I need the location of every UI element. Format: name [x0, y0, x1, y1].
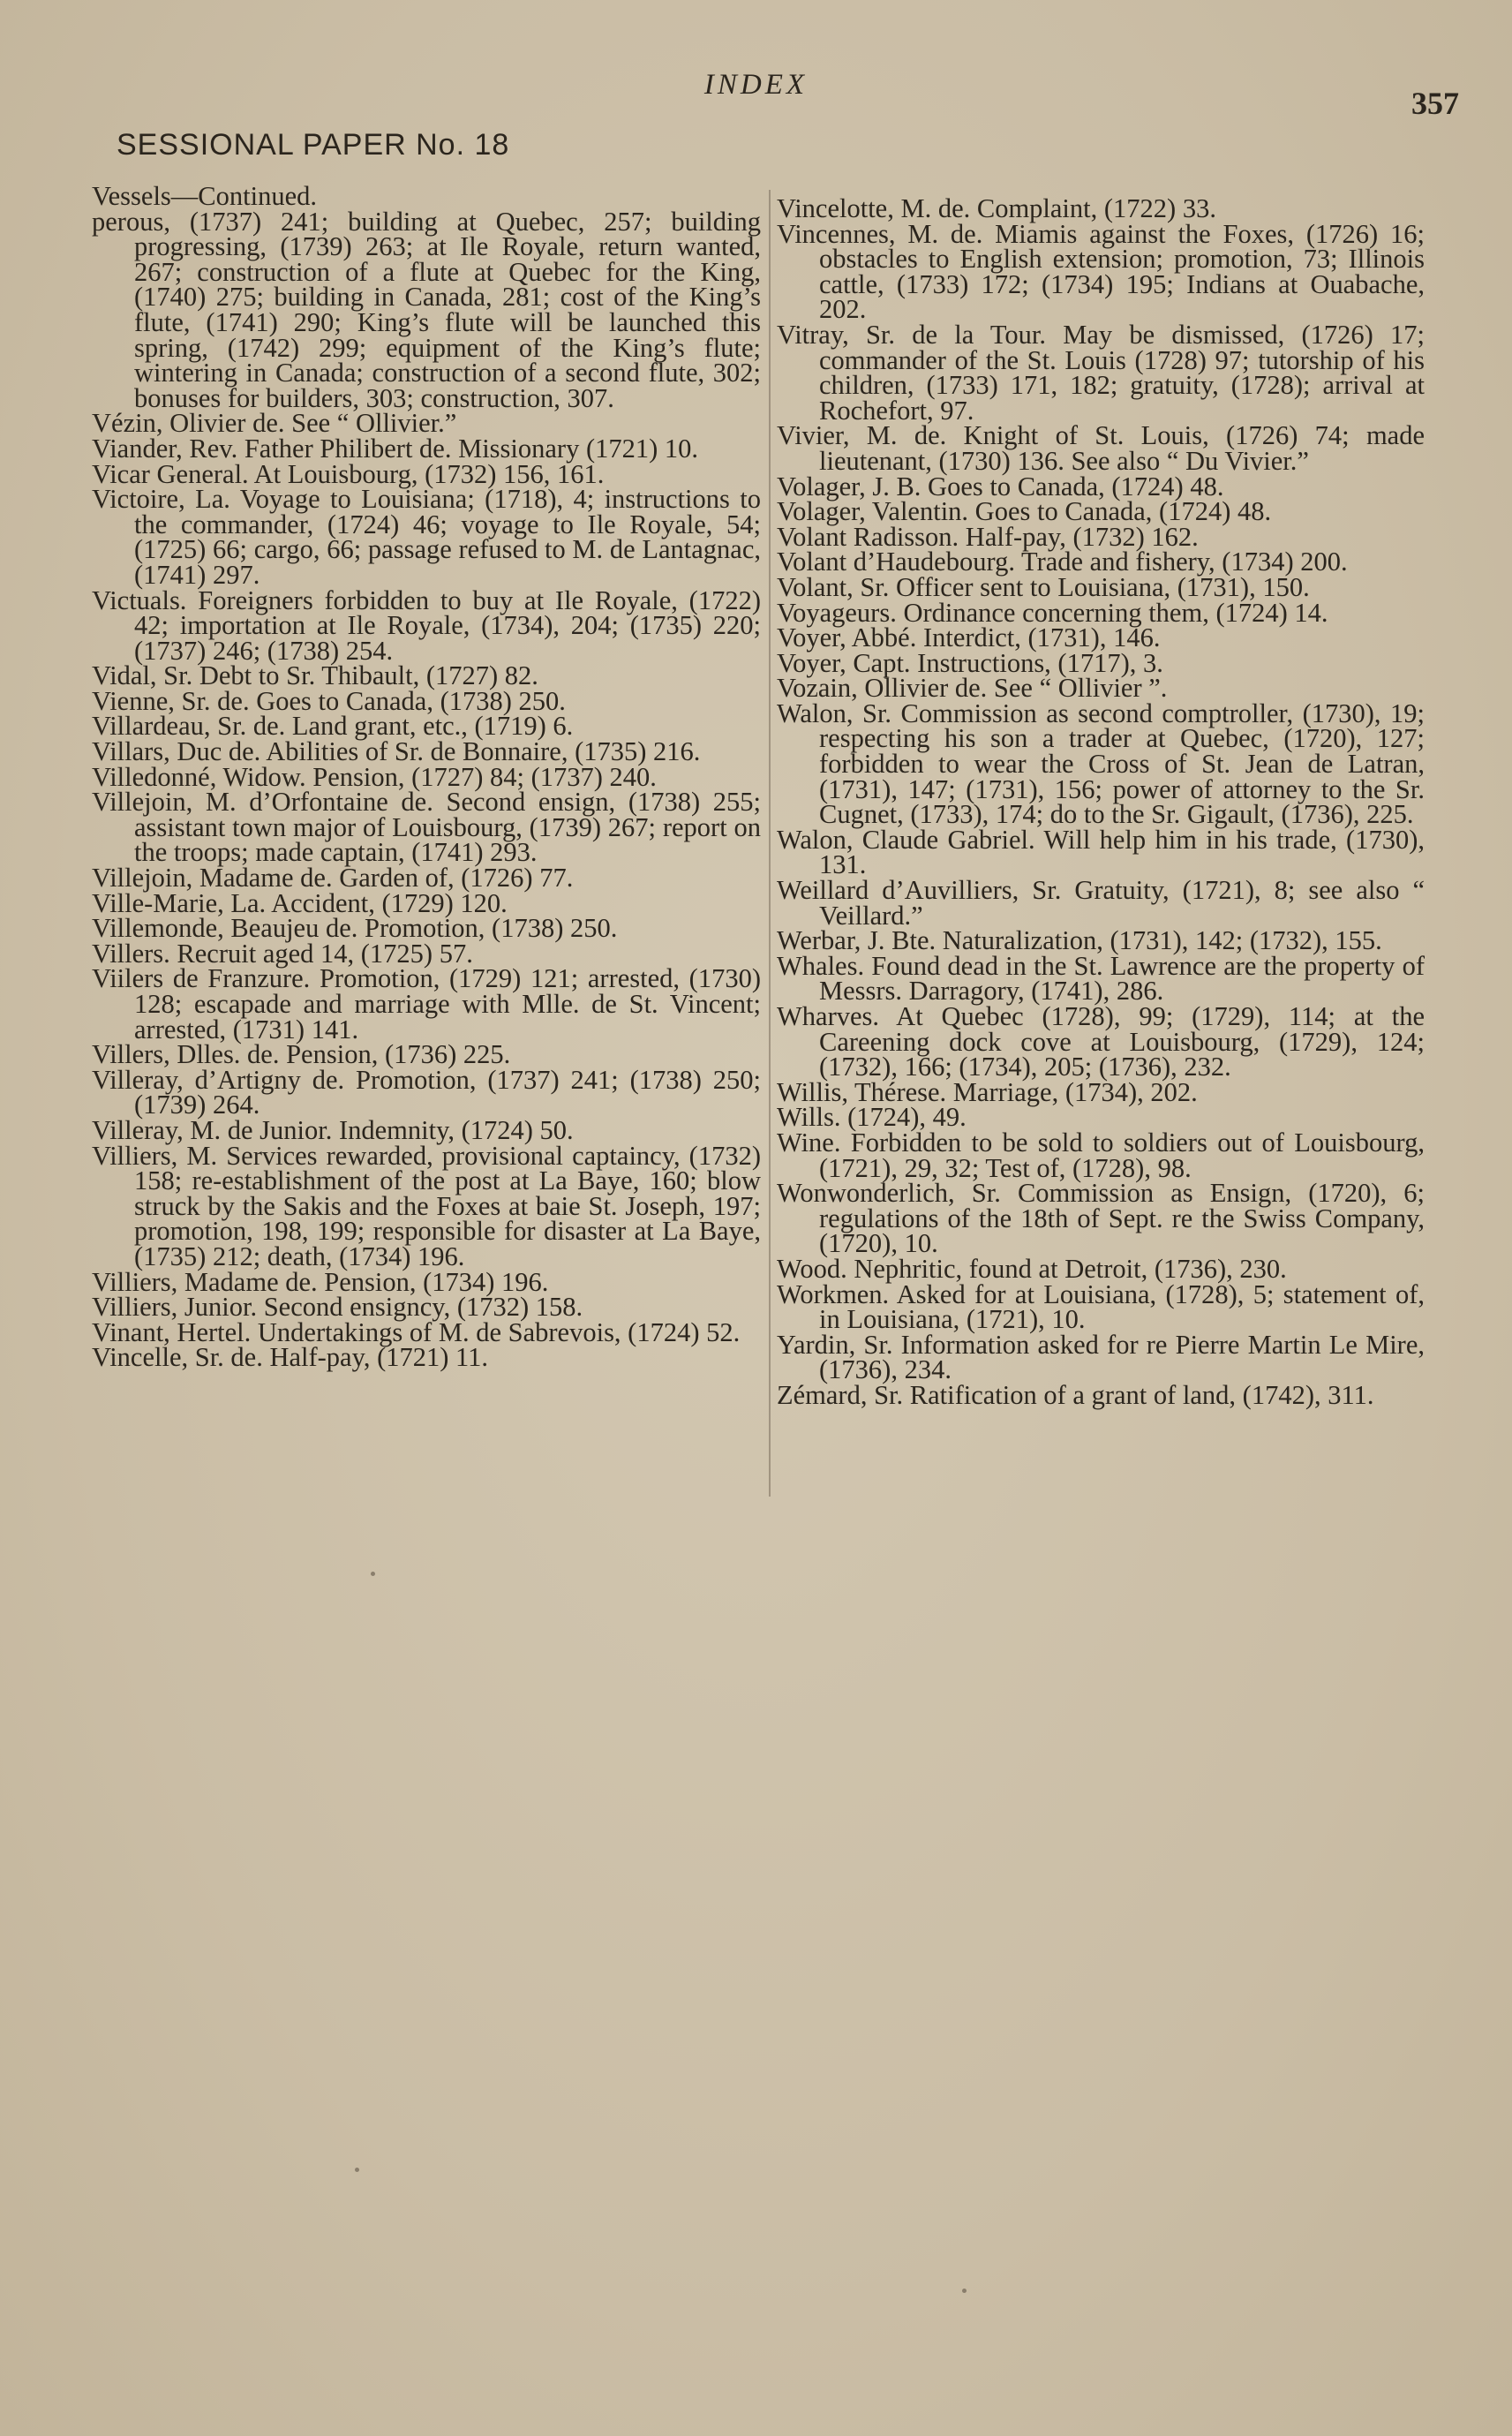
index-entry: Zémard, Sr. Ratification of a grant of land, (1742), 311. [777, 1379, 1374, 1410]
index-entry: Vézin, Olivier de. See “ Ollivier.” [92, 408, 457, 439]
index-entry: Wood. Nephritic, found at Detroit, (1736), 230. [777, 1253, 1287, 1284]
running-head: INDEX [703, 69, 809, 101]
index-entry: Victuals. Foreigners forbidden to buy at Ile Royale, (1722) 42; importation at Ile Royale, (1734), 204; (1735) 220; (1737) 246; (1738) 254. [92, 584, 761, 666]
index-entry: Wonwonderlich, Sr. Commission as Ensign, (1720), 6; regulations of the 18th of Sept. re the Swiss Company, (1720), 10. [777, 1178, 1425, 1259]
index-entry: Ville-Marie, La. Accident, (1729) 120. [92, 887, 508, 918]
index-entry: Vessels—Continued. [92, 181, 318, 211]
index-entry: perous, (1737) 241; building at Quebec, 257; building progressing, (1739) 263; at Ile Royale, return wanted, 267; construction of a flute at Quebec for the King, (1740) 275; building in Canada, 281; cost of the King’s flute, (1741) 290; King’s flute will be launched this spring, (1742) 299; equipment of the King’s flute; wintering in Canada; construction of a second flute, 302; bonuses for builders, 303; construction, 307. [92, 206, 761, 413]
page-speck [962, 2289, 967, 2293]
index-entry: Volant, Sr. Officer sent to Louisiana, (1731), 150. [777, 571, 1310, 602]
index-entry: Walon, Sr. Commission as second comptroller, (1730), 19; respecting his son a trader at Quebec, (1720), 127; forbidden to wear the Cross of St. Jean de Latran, (1731), 147; (1731), 156; power of attorney to the Sr. Cugnet, (1733), 174; do to the Sr. Gigault, (1736), 225. [777, 698, 1425, 830]
index-entry: Villedonné, Widow. Pension, (1727) 84; (1737) 240. [92, 761, 657, 792]
index-entry: Wills. (1724), 49. [777, 1102, 967, 1133]
index-entry: Volager, J. B. Goes to Canada, (1724) 48. [777, 471, 1224, 502]
index-entry: Villeray, d’Artigny de. Promotion, (1737) 241; (1738) 250; (1739) 264. [92, 1064, 761, 1120]
index-entry: Voyageurs. Ordinance concerning them, (1724) 14. [777, 597, 1328, 628]
right-column [777, 193, 1425, 1410]
index-entry: Werbar, J. Bte. Naturalization, (1731), 142; (1732), 155. [777, 925, 1382, 956]
index-entry: Villejoin, Madame de. Garden of, (1726) 77. [92, 863, 574, 894]
left-column [92, 181, 761, 1373]
index-entry: Vincelle, Sr. de. Half-pay, (1721) 11. [92, 1342, 489, 1373]
index-entry: Whales. Found dead in the St. Lawrence are the property of Messrs. Darragory, (1741), 286. [777, 950, 1425, 1007]
index-entry: Villejoin, M. d’Orfontaine de. Second ensign, (1738) 255; assistant town major of Louisbourg, (1739) 267; report on the troops; made captain, (1741) 293. [92, 787, 761, 868]
page-speck [355, 2168, 359, 2172]
index-entry: Viander, Rev. Father Philibert de. Missionary (1721) 10. [92, 433, 699, 464]
page-number: 357 [1411, 86, 1459, 121]
index-entry: Volant d’Haudebourg. Trade and fishery, (1734) 200. [777, 547, 1348, 577]
index-entry: Villeray, M. de Junior. Indemnity, (1724) 50. [92, 1114, 574, 1145]
index-entry: Walon, Claude Gabriel. Will help him in his trade, (1730), 131. [777, 824, 1425, 880]
index-entry: Vozain, Ollivier de. See “ Ollivier ”. [777, 673, 1168, 704]
index-entry: Wine. Forbidden to be sold to soldiers out of Louisbourg, (1721), 29, 32; Test of, (1728), 98. [777, 1127, 1425, 1183]
index-entry: Volant Radisson. Half-pay, (1732) 162. [777, 521, 1199, 552]
index-entry: Weillard d’Auvilliers, Sr. Gratuity, (1721), 8; see also “ Veillard.” [777, 875, 1425, 931]
column-rule [769, 190, 771, 1497]
index-entry: Willis, Thérese. Marriage, (1734), 202. [777, 1076, 1198, 1107]
index-entry: Vitray, Sr. de la Tour. May be dismissed, (1726) 17; commander of the St. Louis (1728) 97; tutorship of his children, (1733) 171, 182; gratuity, (1728); arrival at Rochefort, 97. [777, 319, 1425, 426]
index-entry: Viilers de Franzure. Promotion, (1729) 121; arrested, (1730) 128; escapade and marriage with Mlle. de St. Vincent; arrested, (1731) 141. [92, 963, 761, 1045]
index-entry: Vincelotte, M. de. Complaint, (1722) 33. [777, 193, 1216, 223]
index-entry: Vidal, Sr. Debt to Sr. Thibault, (1727) 82. [92, 660, 538, 691]
index-entry: Villars, Duc de. Abilities of Sr. de Bonnaire, (1735) 216. [92, 736, 701, 767]
index-entry: Vicar General. At Louisbourg, (1732) 156, 161. [92, 458, 605, 489]
index-entry: Villiers, M. Services rewarded, provisional captaincy, (1732) 158; re-establishment of the post at La Baye, 160; blow struck by the Sakis and the Foxes at baie St. Joseph, 197; promotion, 198, 199; responsible for disaster at La Baye, (1735) 212; death, (1734) 196. [92, 1140, 761, 1271]
index-entry: Victoire, La. Voyage to Louisiana; (1718), 4; instructions to the commander, (1724) 46; voyage to Ile Royale, 54; (1725) 66; cargo, 66; passage refused to M. de Lantagnac, (1741) 297. [92, 484, 761, 590]
index-entry: Wharves. At Quebec (1728), 99; (1729), 114; at the Careening dock cove at Louisbourg, (1729), 124; (1732), 166; (1734), 205; (1736), 232. [777, 1001, 1425, 1082]
index-entry: Voyer, Capt. Instructions, (1717), 3. [777, 647, 1163, 678]
index-entry: Villemonde, Beaujeu de. Promotion, (1738) 250. [92, 913, 618, 944]
index-entry: Villardeau, Sr. de. Land grant, etc., (1719) 6. [92, 711, 574, 742]
index-entry: Vivier, M. de. Knight of St. Louis, (1726) 74; made lieutenant, (1730) 136. See also “ Du Vivier.” [777, 420, 1425, 476]
index-entry: Yardin, Sr. Information asked for re Pierre Martin Le Mire, (1736), 234. [777, 1329, 1425, 1385]
index-entry: Vinant, Hertel. Undertakings of M. de Sabrevois, (1724) 52. [92, 1316, 741, 1347]
index-entry: Vincennes, M. de. Miamis against the Foxes, (1726) 16; obstacles to English extension; promotion, 73; Illinois cattle, (1733) 172; (1734) 195; Indians at Ouabache, 202. [777, 218, 1425, 325]
index-entry: Vienne, Sr. de. Goes to Canada, (1738) 250. [92, 685, 566, 716]
index-entry: Voyer, Abbé. Interdict, (1731), 146. [777, 622, 1161, 653]
index-entry: Workmen. Asked for at Louisiana, (1728), 5; statement of, in Louisiana, (1721), 10. [777, 1278, 1425, 1335]
index-entry: Villiers, Madame de. Pension, (1734) 196. [92, 1266, 549, 1297]
index-entry: Villers. Recruit aged 14, (1725) 57. [92, 938, 473, 969]
index-entry: Volager, Valentin. Goes to Canada, (1724) 48. [777, 496, 1272, 527]
sessional-paper-heading: SESSIONAL PAPER No. 18 [117, 128, 510, 162]
index-entry: Villiers, Junior. Second ensigncy, (1732) 158. [92, 1292, 583, 1323]
index-entry: Villers, Dlles. de. Pension, (1736) 225. [92, 1039, 511, 1070]
page-speck [371, 1572, 375, 1576]
